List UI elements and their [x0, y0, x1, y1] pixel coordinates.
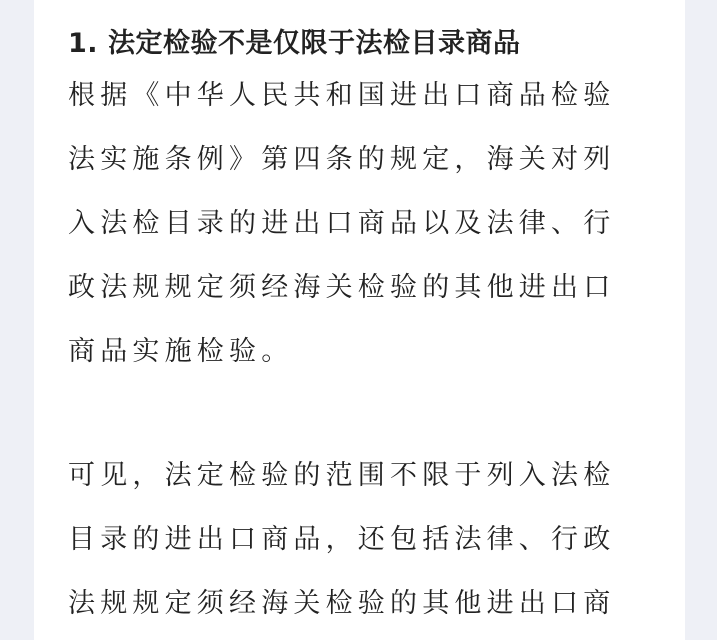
paragraph-line: 法规规定须经海关检验的其他进出口商 — [68, 588, 616, 619]
paragraph-line: 商品实施检验。 — [68, 336, 294, 367]
paragraph-spacer — [68, 384, 658, 444]
article-page — [34, 0, 685, 640]
section-heading: 1. 法定检验不是仅限于法检目录商品 — [68, 28, 521, 59]
paragraph-line: 法实施条例》第四条的规定，海关对列 — [68, 144, 616, 175]
article-content — [68, 22, 658, 636]
paragraph-line: 可见，法定检验的范围不限于列入法检 — [68, 460, 616, 491]
paragraph-line: 政法规规定须经海关检验的其他进出口 — [68, 272, 616, 303]
paragraph-line: 入法检目录的进出口商品以及法律、行 — [68, 208, 616, 239]
paragraph-line: 根据《中华人民共和国进出口商品检验 — [68, 80, 616, 111]
paragraph-2 — [68, 444, 658, 636]
paragraph-line: 目录的进出口商品，还包括法律、行政 — [68, 524, 616, 555]
paragraph-1 — [68, 64, 658, 384]
